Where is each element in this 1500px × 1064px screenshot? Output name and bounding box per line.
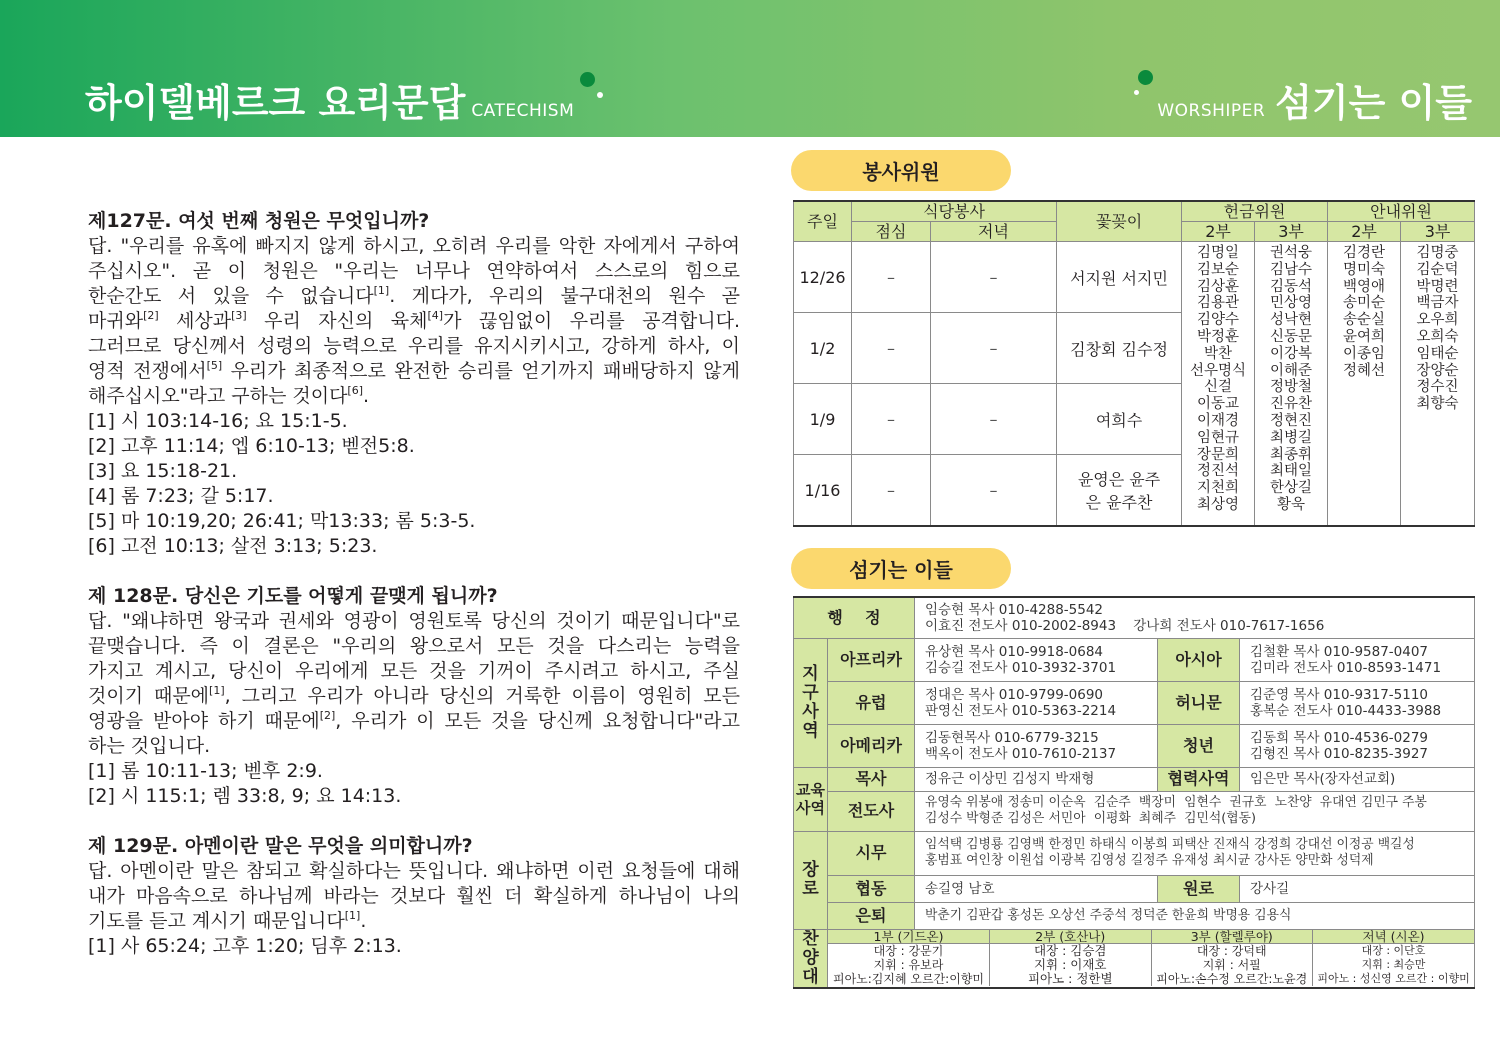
emeritus-label: 원로 [1158, 875, 1240, 902]
lunch-header: 점심 [852, 222, 931, 242]
district-name: 유럽 [828, 681, 915, 724]
member-name: 성낙현 [1270, 312, 1313, 329]
member-name: 지천희 [1197, 480, 1240, 497]
cafeteria-header: 식당봉사 [852, 201, 1057, 222]
guide-p3-names [1401, 242, 1475, 527]
catechism-subtitle: CATECHISM [471, 101, 575, 121]
dinner-cell: – [931, 313, 1057, 384]
retired-label: 은퇴 [828, 902, 915, 929]
district-info: 유상현 목사 010-9918-0684 김승길 전도사 010-3932-3701 [915, 638, 1158, 681]
reference-line: [2] 시 115:1; 렘 33:8, 9; 요 14:13. [88, 785, 402, 807]
answer-line: 영광을 받아야 하기 때문에[2], 우리가 이 모든 것을 당신께 요청합니다"라고 [88, 709, 741, 732]
servers-pill: 섬기는 이들 [791, 548, 1011, 589]
answer-line: 것이기 때문에[1], 그리고 우리가 아니라 당신의 거룩한 이름이 영원히 모든 [88, 684, 740, 707]
answer-line: 영적 전쟁에서[5] 우리가 최종적으로 완전한 승리를 얻기까지 패배당하지 않게 [88, 359, 740, 382]
guide-p2-names [1328, 242, 1401, 527]
member-name: 정진석 [1197, 463, 1240, 480]
member-name: 박찬 [1204, 345, 1233, 362]
flowers-cell: 윤영은 윤주은 윤주찬 [1057, 455, 1182, 527]
offering-p2-names [1182, 242, 1255, 527]
elder-coop-label: 협동 [828, 875, 915, 902]
week-date: 12/26 [794, 242, 852, 313]
district-label: 지 구 사 역 [794, 638, 828, 767]
member-name: 이해준 [1270, 362, 1313, 379]
answer-line: 내가 마음속으로 하나님께 바라는 것보다 훨씬 더 확실하게 하나님이 나의 [88, 885, 740, 907]
admin-line: 이효진 전도사 010-2002-8943 강나희 전도사 010-7617-1656 [925, 617, 1325, 634]
dinner-cell: – [931, 242, 1057, 313]
member-name: 송미순 [1343, 295, 1386, 312]
week-date: 1/16 [794, 455, 852, 527]
offering-p3-header: 3부 [1255, 222, 1328, 242]
guide-p3-header: 3부 [1401, 222, 1475, 242]
answer-line: 답. 아멘이란 말은 참되고 확실하다는 뜻입니다. 왜냐하면 이런 요청들에 대해 [88, 860, 740, 882]
reference-line: [6] 고전 10:13; 살전 3:13; 5:23. [88, 535, 378, 557]
member-name: 이종임 [1343, 345, 1386, 362]
choir-members: 대장 : 이단호 지휘 : 최승만 피아노 : 성신영 오르간 : 이향미 [1313, 944, 1475, 987]
choir-area [828, 929, 1475, 988]
table-row [794, 242, 1475, 313]
member-name: 정혜선 [1343, 362, 1386, 379]
decor-dot-small-icon [597, 92, 603, 98]
edu-pastors: 정유근 이상민 김성지 박재형 [915, 767, 1158, 791]
guide-header: 안내위원 [1328, 201, 1475, 222]
member-name: 김동석 [1270, 278, 1313, 295]
flowers-cell: 서지원 서지민 [1057, 242, 1182, 313]
member-name: 오우희 [1416, 312, 1459, 329]
reference-line: [5] 마 10:19,20; 26:41; 막13:33; 롬 5:3-5. [88, 510, 476, 532]
answer-line: 마귀와[2] 세상과[3] 우리 자신의 육체[4]가 끊임없이 우리를 공격합니다. [88, 309, 740, 332]
choir-label: 찬 양 대 [794, 929, 828, 988]
admin-line: 임승현 목사 010-4288-5542 [925, 601, 1104, 618]
service-committee-table [793, 200, 1475, 527]
member-name: 장문희 [1197, 446, 1240, 463]
member-name: 백금자 [1416, 295, 1459, 312]
week-header: 주일 [794, 201, 852, 242]
admin-label: 행 정 [794, 597, 915, 638]
member-name: 신걸 [1204, 379, 1233, 396]
lunch-cell: – [852, 313, 931, 384]
flowers-header: 꽃꽂이 [1057, 201, 1182, 242]
district-info: 김철환 목사 010-9587-0407 김미라 전도사 010-8593-1471 [1240, 638, 1475, 681]
member-name: 민상영 [1270, 295, 1313, 312]
choir-name: 2부 (호산나) [990, 930, 1152, 944]
member-name: 임태순 [1416, 345, 1459, 362]
elder-active-info: 임석택 김병룡 김영백 한정민 하태식 이봉희 피택산 진재식 강정희 강대선 이정공 백길성 홍범표 여인창 이원섭 이광복 김영성 길정주 유재성 최시균 강사돈 양만화 성덕제 [915, 831, 1475, 875]
lunch-cell: – [852, 242, 931, 313]
member-name: 명미숙 [1343, 261, 1386, 278]
reference-line: [4] 롬 7:23; 갈 5:17. [88, 485, 274, 507]
choir-name: 저녁 (시온) [1313, 930, 1475, 944]
member-name: 이강복 [1270, 345, 1313, 362]
elder-label: 장 로 [794, 831, 828, 929]
district-info: 정대은 목사 010-9799-0690 판영신 전도사 010-5363-2214 [915, 681, 1158, 724]
answer-line: 답. "우리를 유혹에 빠지지 않게 하시고, 오히려 우리를 악한 자에게서 구하여 [88, 235, 740, 257]
choir-members: 대장 : 김승겸 지휘 : 이재호 피아노 : 정한별 [990, 944, 1152, 987]
decor-dot-icon [580, 72, 595, 87]
catechism-question [88, 209, 740, 559]
answer-line: 주십시오". 곧 이 청원은 "우리는 너무나 연약하여서 스스로의 힘으로 [88, 260, 740, 282]
district-name: 아메리카 [828, 724, 915, 767]
catechism-question [88, 834, 740, 959]
answer-line: 그러므로 당신께서 성령의 능력으로 우리를 유지시키시고, 강하게 하사, 이 [88, 335, 740, 357]
dinner-cell: – [931, 384, 1057, 455]
coop-label: 협력사역 [1158, 767, 1240, 791]
edu-pastor-label: 목사 [828, 767, 915, 791]
offering-p2-header: 2부 [1182, 222, 1255, 242]
member-name: 장양순 [1416, 362, 1459, 379]
edu-evang-info: 유영숙 위봉애 정송미 이순옥 김순주 백장미 임현수 권규호 노찬양 유대연 김민구 주봉 김성수 박형준 김성은 서민아 이평화 최혜주 김민석(협동) [915, 791, 1475, 831]
catechism-heading [85, 72, 574, 127]
emeritus-info: 강사길 [1240, 875, 1475, 902]
answer-line: 답. "왜냐하면 왕국과 권세와 영광이 영원토록 당신의 것이기 때문입니다"로 [88, 610, 740, 632]
district-info: 김동희 목사 010-4536-0279 김형진 목사 010-8235-3927 [1240, 724, 1475, 767]
reference-line: [2] 고후 11:14; 엡 6:10-13; 벧전5:8. [88, 435, 415, 457]
member-name: 윤여희 [1343, 328, 1386, 345]
dinner-header: 저녁 [931, 222, 1057, 242]
member-name: 정방철 [1270, 379, 1313, 396]
member-name: 최태일 [1270, 463, 1313, 480]
worshiper-title: 섬기는 이들 [1275, 81, 1472, 125]
lunch-cell: – [852, 384, 931, 455]
answer-line: 하는 것입니다. [88, 735, 211, 757]
member-name: 김명일 [1197, 245, 1240, 261]
question-title: 제 128문. 당신은 기도를 어떻게 끝맺게 됩니까? [88, 585, 498, 607]
reference-line: [1] 롬 10:11-13; 벧후 2:9. [88, 760, 323, 782]
member-name: 최상영 [1197, 496, 1240, 513]
member-name: 한상길 [1270, 480, 1313, 497]
decor-dot-icon [1138, 70, 1153, 85]
member-name: 최병길 [1270, 429, 1313, 446]
answer-line: 해주십시오"라고 구하는 것이다[6]. [88, 384, 370, 407]
member-name: 박정훈 [1197, 328, 1240, 345]
member-name: 김용관 [1197, 295, 1240, 312]
member-name: 최종휘 [1270, 446, 1313, 463]
elder-coop-info: 송길영 남호 [915, 875, 1158, 902]
member-name: 권석웅 [1270, 245, 1313, 261]
choir-name: 1부 (기드온) [828, 930, 990, 944]
choir-members: 대장 : 강문기 지휘 : 유보라 피아노:김지혜 오르간:이향미 [828, 944, 990, 987]
question-title: 제 129문. 아멘이란 말은 무엇을 의미합니까? [88, 835, 473, 857]
answer-line: 기도를 듣고 계시기 때문입니다[1]. [88, 909, 367, 932]
answer-line: 가지고 계시고, 당신이 우리에게 모든 것을 기꺼이 주시려고 하시고, 주실 [88, 660, 740, 682]
member-name: 박명련 [1416, 278, 1459, 295]
choir-members: 대장 : 강덕태 지휘 : 서필 피아노:손수정 오르간:노윤경 [1151, 944, 1313, 987]
member-name: 오희숙 [1416, 328, 1459, 345]
catechism-question [88, 584, 740, 809]
lunch-cell: – [852, 455, 931, 527]
member-name: 김양수 [1197, 312, 1240, 329]
offering-header: 헌금위원 [1182, 201, 1328, 222]
flowers-cell: 여희수 [1057, 384, 1182, 455]
member-name: 백영애 [1343, 278, 1386, 295]
catechism-text [88, 209, 740, 984]
reference-line: [3] 요 15:18-21. [88, 460, 238, 482]
member-name: 김보순 [1197, 261, 1240, 278]
choir-table [828, 930, 1474, 986]
district-info: 김준영 목사 010-9317-5110 홍복순 전도사 010-4433-3988 [1240, 681, 1475, 724]
district-info: 김동현목사 010-6779-3215 백옥이 전도사 010-7610-2137 [915, 724, 1158, 767]
edu-evang-label: 전도사 [828, 791, 915, 831]
elder-active-label: 시무 [828, 831, 915, 875]
member-name: 황욱 [1277, 496, 1306, 513]
answer-line: 한순간도 서 있을 수 없습니다[1]. 게다가, 우리의 불구대천의 원수 곧 [88, 284, 740, 307]
district-name: 아시아 [1158, 638, 1240, 681]
member-name: 신동문 [1270, 328, 1313, 345]
district-name: 청년 [1158, 724, 1240, 767]
member-name: 정현진 [1270, 412, 1313, 429]
member-name: 이재경 [1197, 412, 1240, 429]
district-name: 허니문 [1158, 681, 1240, 724]
offering-p3-names [1255, 242, 1328, 527]
member-name: 임현규 [1197, 429, 1240, 446]
worshiper-subtitle: WORSHIPER [1157, 101, 1266, 121]
member-name: 최향숙 [1416, 396, 1459, 413]
guide-p2-header: 2부 [1328, 222, 1401, 242]
member-name: 송순실 [1343, 312, 1386, 329]
choir-name: 3부 (할렐루야) [1151, 930, 1313, 944]
education-label: 교육 사역 [794, 767, 828, 831]
member-name: 김경란 [1343, 245, 1386, 261]
member-name: 이동교 [1197, 396, 1240, 413]
question-title: 제127문. 여섯 번째 청원은 무엇입니까? [88, 210, 430, 232]
answer-line: 끝맺습니다. 즉 이 결론은 "우리의 왕으로서 모든 것을 다스리는 능력을 [88, 635, 740, 657]
district-name: 아프리카 [828, 638, 915, 681]
member-name: 김상훈 [1197, 278, 1240, 295]
reference-line: [1] 시 103:14-16; 요 15:1-5. [88, 410, 348, 432]
coop-info: 임은만 목사(장자선교회) [1240, 767, 1475, 791]
member-name: 김명중 [1416, 245, 1459, 261]
retired-info: 박춘기 김판갑 홍성돈 오상선 주중석 정덕준 한윤희 박명용 김용식 [915, 902, 1475, 929]
week-date: 1/2 [794, 313, 852, 384]
service-committee-pill: 봉사위원 [791, 150, 1011, 191]
member-name: 김남수 [1270, 261, 1313, 278]
week-date: 1/9 [794, 384, 852, 455]
worshiper-heading [1157, 72, 1472, 127]
catechism-title: 하이델베르크 요리문답 [85, 81, 466, 125]
header-band [0, 0, 1500, 137]
admin-info [915, 597, 1475, 638]
member-name: 김순덕 [1416, 261, 1459, 278]
dinner-cell: – [931, 455, 1057, 527]
member-name: 정수진 [1416, 379, 1459, 396]
reference-line: [1] 사 65:24; 고후 1:20; 딤후 2:13. [88, 935, 402, 957]
servers-table [793, 596, 1475, 989]
member-name: 선우명식 [1190, 362, 1247, 379]
flowers-cell: 김창회 김수정 [1057, 313, 1182, 384]
decor-dot-small-icon [1134, 90, 1139, 95]
member-name: 진유찬 [1270, 396, 1313, 413]
